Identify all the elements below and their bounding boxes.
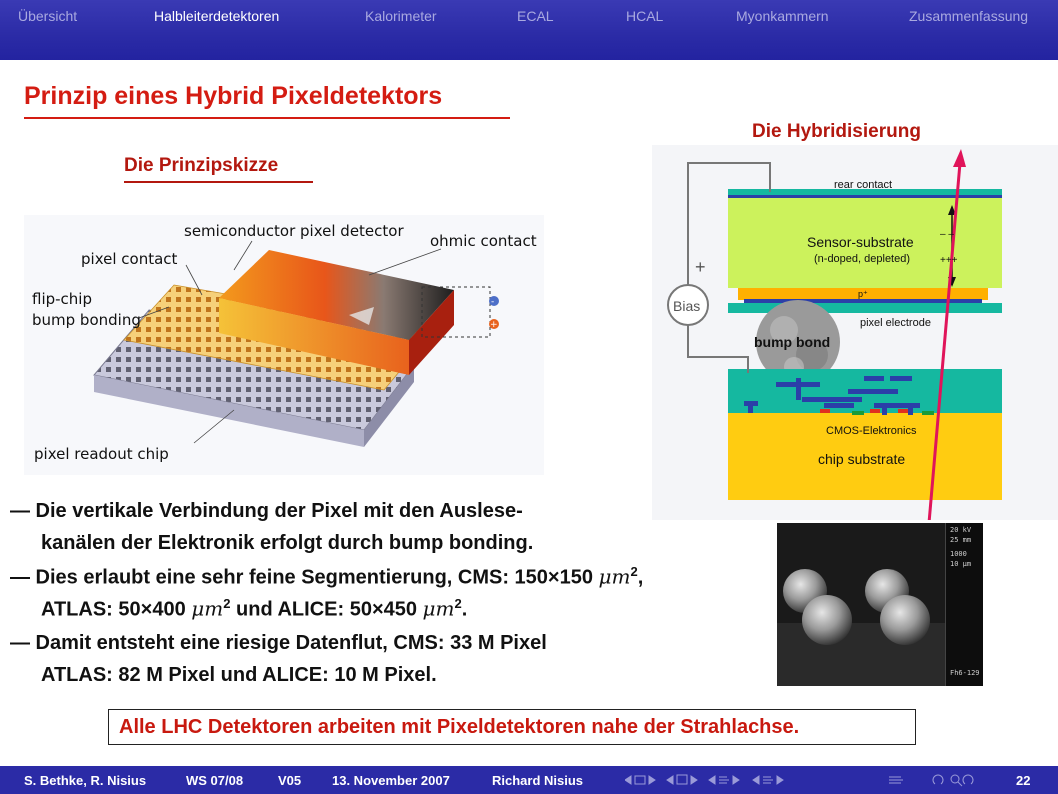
statement-box (108, 709, 916, 745)
micrograph-info-panel: 20 kV 25 mm 1000 10 μm Fh6-129 (945, 523, 983, 686)
bullet-2-line-1: — Dies erlaubt eine sehr feine Segmentierung, CMS: 150×150 $\mu m^2$, (10, 564, 644, 589)
principle-sketch (24, 215, 544, 475)
bump-bond-micrograph (777, 523, 983, 686)
nav-item-kalorimeter[interactable]: Kalorimeter (365, 8, 437, 24)
bias-wire-bottom (688, 321, 748, 373)
label-charges-positive: +++ (940, 255, 958, 266)
label-sensor-note: (n-doped, depleted) (814, 253, 911, 265)
nav-item-hcal[interactable]: HCAL (626, 8, 664, 24)
beamer-navigation-controls[interactable] (625, 770, 1025, 790)
label-rear-contact: rear contact (834, 179, 893, 191)
nav-next-section-icon[interactable] (733, 776, 739, 784)
statement-text: Alle LHC Detektoren arbeiten mit Pixeldetektoren nahe der Strahlachse. (119, 716, 800, 738)
nav-prev-frame-icon[interactable] (625, 776, 631, 784)
nav-item-halbleiterdetektoren[interactable]: Halbleiterdetektoren (154, 8, 280, 24)
footer-date: 13. November 2007 (332, 773, 450, 788)
nav-prev-document-icon[interactable] (753, 776, 759, 784)
title-underline (24, 117, 510, 119)
label-readout-chip: pixel readout chip (34, 445, 169, 463)
nav-item-zusammenfassung[interactable]: Zusammenfassung (909, 8, 1029, 24)
plus-sign: + (490, 320, 498, 330)
label-bump-bond: bump bond (754, 334, 831, 350)
bullet-1-line-2: kanälen der Elektronik erfolgt durch bump bonding. (41, 532, 534, 554)
label-flip-chip: flip-chip (32, 290, 92, 308)
label-ohmic-contact: ohmic contact (430, 232, 537, 250)
label-bias: Bias (673, 298, 701, 314)
label-chip-substrate: chip substrate (818, 451, 906, 467)
footer-lecture: V05 (278, 773, 302, 788)
undo-icon[interactable] (933, 775, 943, 784)
bullet-3-line-1: — Damit entsteht eine riesige Datenflut, CMS: 33 M Pixel (10, 632, 547, 654)
pixel-electrode-layer (728, 303, 1002, 313)
footer-page-number: 22 (1016, 773, 1031, 788)
left-heading-underline (124, 181, 313, 183)
search-icon[interactable] (951, 775, 959, 783)
nav-next-document-icon[interactable] (777, 776, 783, 784)
nav-prev-subsection-icon[interactable] (667, 776, 673, 784)
nav-item-ecal[interactable]: ECAL (517, 8, 554, 24)
frame-icon (635, 776, 645, 784)
footer-semester: WS 07/08 (186, 773, 244, 788)
bullet-2-line-2: ATLAS: 50×400 $\mu m^2$ und ALICE: 50×450 $\mu m^2$. (41, 596, 468, 621)
nav-prev-section-icon[interactable] (709, 776, 715, 784)
nav-item-myonkammern[interactable]: Myonkammern (736, 8, 829, 24)
footer-bar (0, 766, 1058, 794)
footer-speaker: Richard Nisius (492, 773, 584, 788)
slide-title: Prinzip eines Hybrid Pixeldetektors (24, 82, 443, 110)
label-pixel-electrode: pixel electrode (860, 317, 931, 329)
bullet-3-line-2: ATLAS: 82 M Pixel und ALICE: 10 M Pixel. (41, 664, 437, 686)
nav-next-frame-icon[interactable] (649, 776, 655, 784)
nav-item-uebersicht[interactable]: Übersicht (18, 8, 78, 24)
footer-authors: S. Bethke, R. Nisius (24, 773, 147, 788)
label-charges-negative: – – (940, 229, 954, 240)
bullet-1-line-1: — Die vertikale Verbindung der Pixel mit den Auslese- (10, 500, 523, 522)
track-arrowhead-icon (953, 149, 966, 167)
label-pixel-contact: pixel contact (81, 250, 178, 268)
right-heading: Die Hybridisierung (752, 121, 921, 142)
label-bump-bonding: bump bonding (32, 311, 141, 329)
micrograph-image (777, 523, 945, 686)
label-p-plus: p⁺ (858, 289, 868, 299)
minus-sign: - (491, 297, 495, 307)
top-navigation-bar (0, 0, 1058, 60)
subsection-icon (677, 775, 687, 784)
label-semiconductor: semiconductor pixel detector (184, 222, 404, 240)
hybridisation-diagram (652, 145, 1058, 520)
redo-icon[interactable] (963, 775, 973, 784)
label-sensor-substrate: Sensor-substrate (807, 234, 914, 250)
label-cmos: CMOS-Elektronics (826, 425, 917, 437)
left-heading: Die Prinzipskizze (124, 155, 279, 176)
nav-next-subsection-icon[interactable] (691, 776, 697, 784)
label-bias-plus: + (695, 257, 706, 277)
